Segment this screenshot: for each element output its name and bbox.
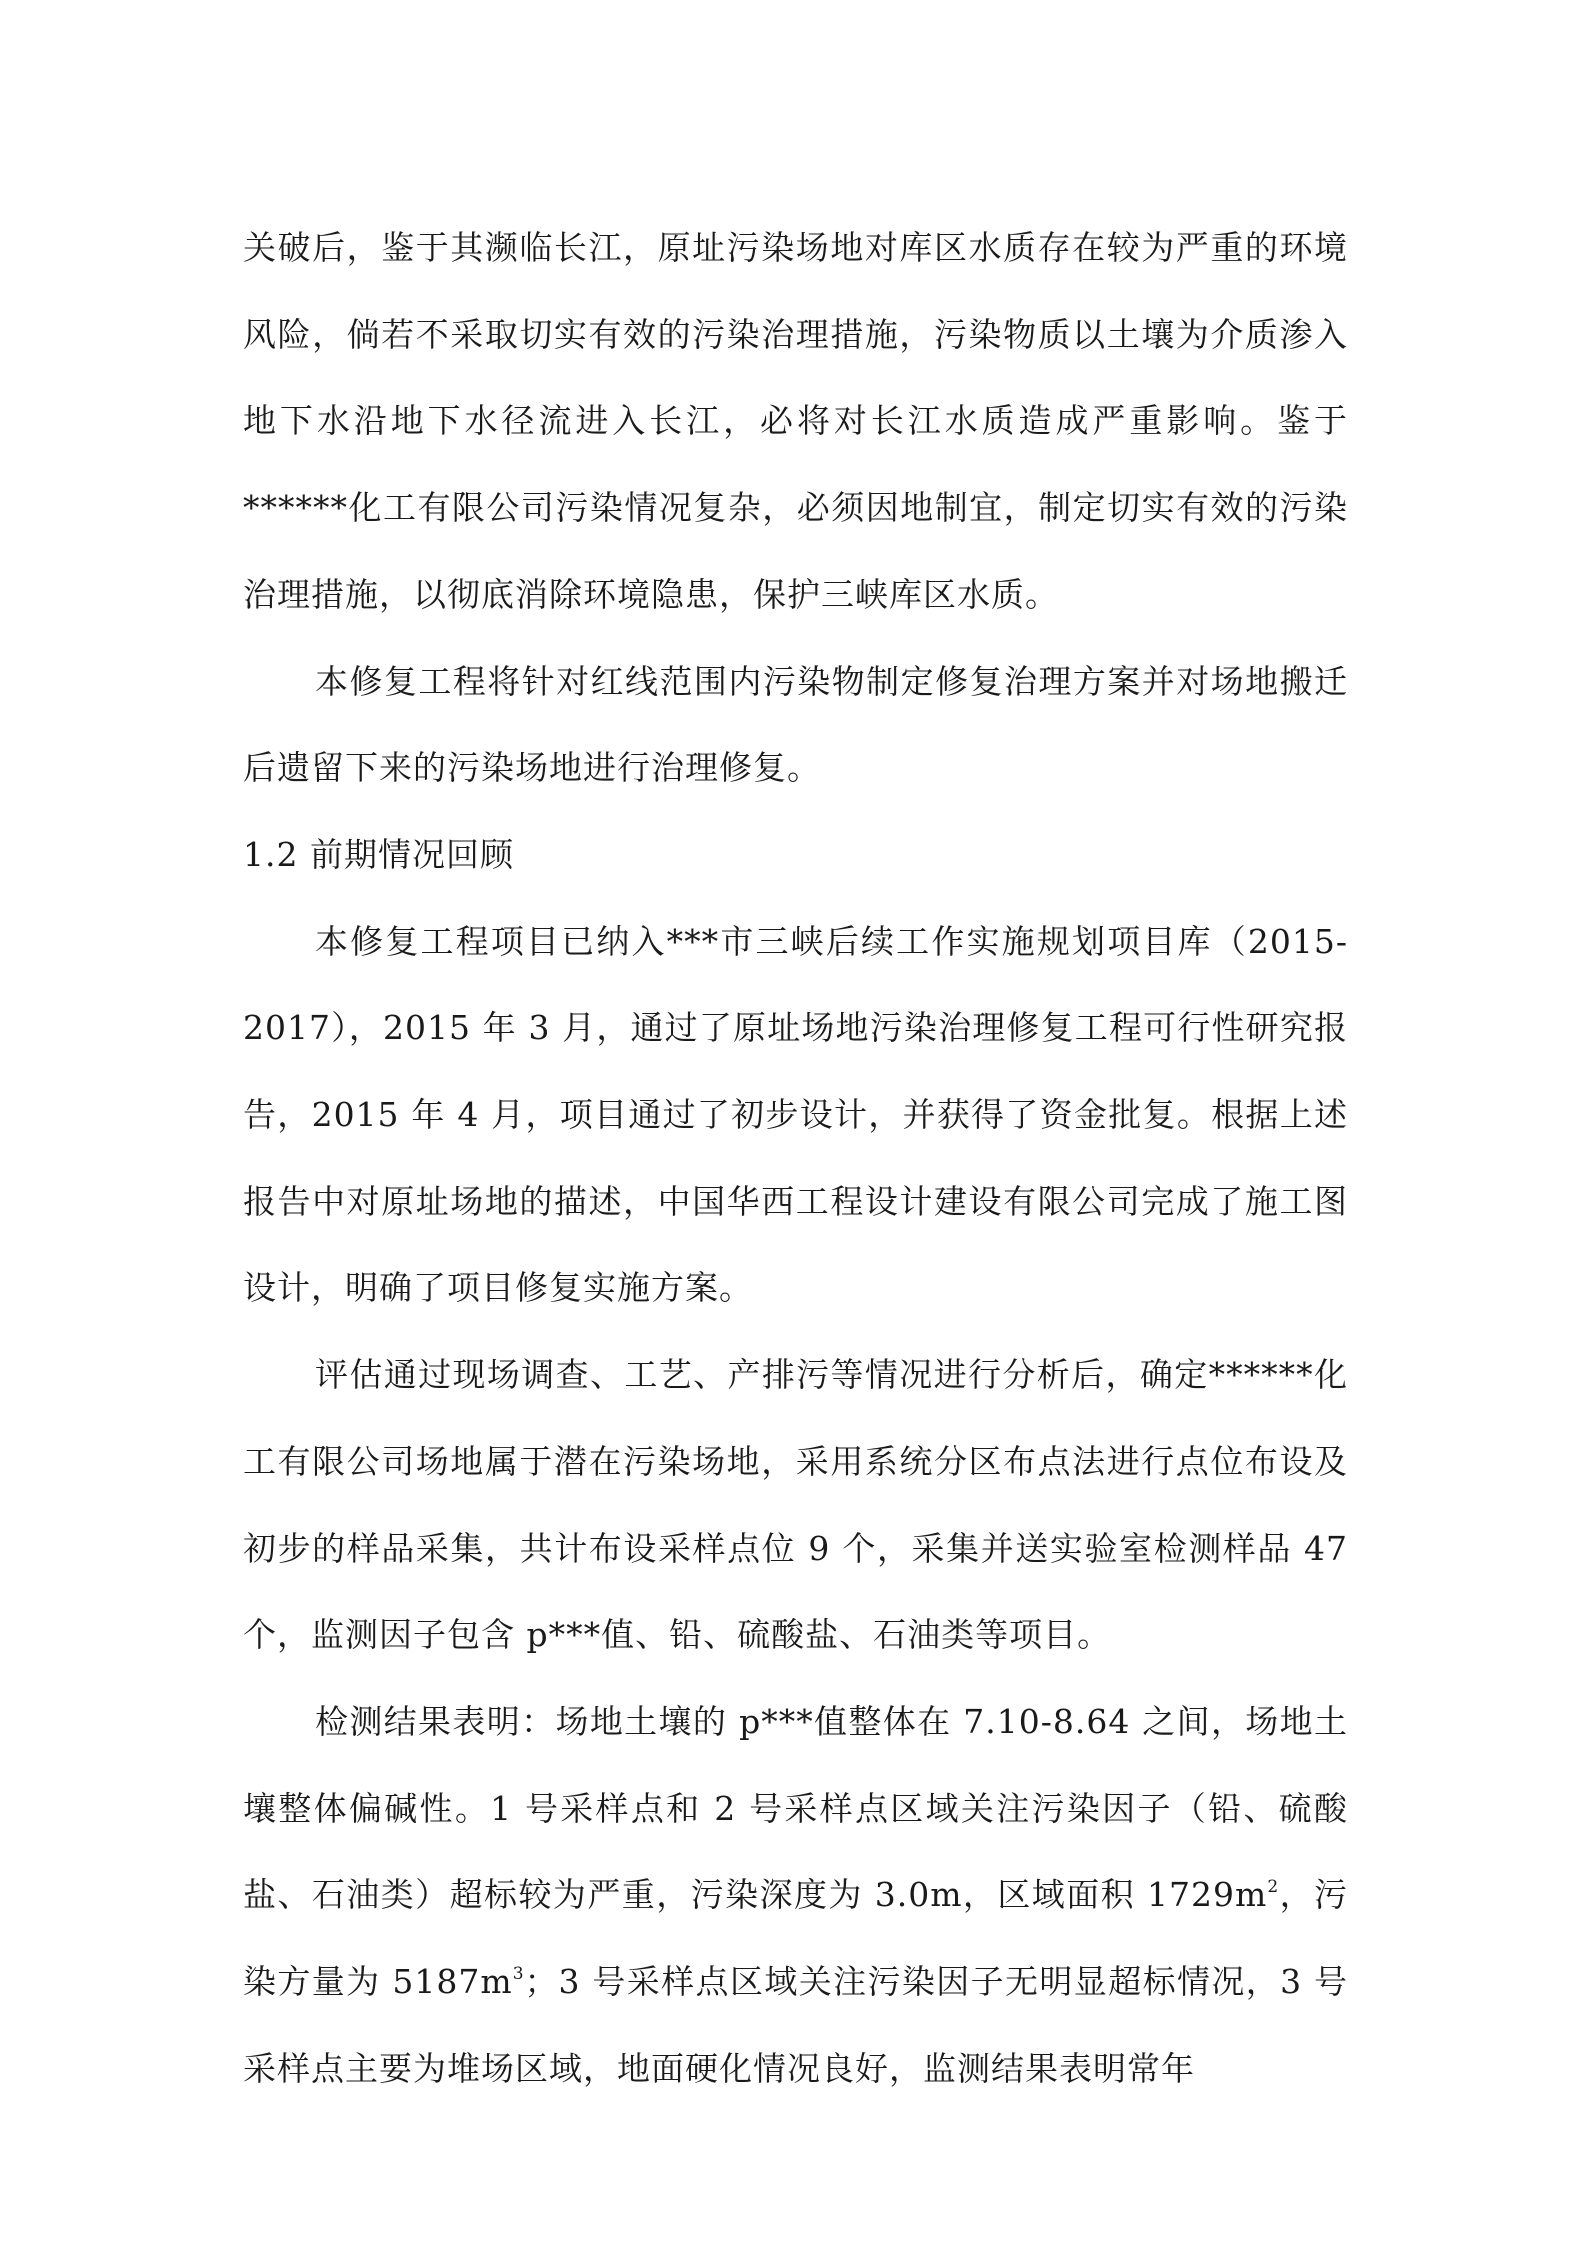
results-text-2: ，污染方量为 5187m bbox=[243, 1875, 1349, 2002]
section-heading-1-2: 1.2 前期情况回顾 bbox=[243, 834, 514, 874]
paragraph-results bbox=[243, 1679, 1348, 2113]
results-text-1: 检测结果表明：场地土壤的 p***值整体在 7.10-8.64 之间，场地土壤整体偏碱性。1 号采样点和 2 号采样点区域关注污染因子（铅、硫酸盐、石油类）超标较为严重，污染深度为 3.0m，区域面积 1729m bbox=[243, 1701, 1348, 1915]
results-text-3: ；3 号采样点区域关注污染因子无明显超标情况，3 号采样点主要为堆场区域，地面硬化情况良好，监测结果表明常年 bbox=[243, 1962, 1348, 2088]
paragraph-assessment: 评估通过现场调查、工艺、产排污等情况进行分析后，确定******化工有限公司场地属于潜在污染场地，采用系统分区布点法进行点位布设及初步的样品采集，共计布设采样点位 9 个，采集并送实验室检测样品 47 个，监测因子包含 p***值、铅、硫酸盐、石油类等项目。 bbox=[243, 1355, 1348, 1655]
superscript-cubed: 3 bbox=[512, 1964, 525, 1985]
paragraph-risk: 关破后，鉴于其濒临长江，原址污染场地对库区水质存在较为严重的环境风险，倘若不采取切实有效的污染治理措施，污染物质以土壤为介质渗入地下水沿地下水径流进入长江，必将对长江水质造成严重影响。鉴于******化工有限公司污染情况复杂，必须因地制宜，制定切实有效的污染治理措施，以彻底消除环境隐患，保护三峡库区水质。 bbox=[243, 228, 1348, 614]
document-page bbox=[243, 205, 1348, 2112]
paragraph-history: 本修复工程项目已纳入***市三峡后续工作实施规划项目库（2015-2017），2015 年 3 月，通过了原址场地污染治理修复工程可行性研究报告，2015 年 4 月，项目通过了初步设计，并获得了资金批复。根据上述报告中对原址场地的描述，中国华西工程设计建设有限公司完成了施工图设计，明确了项目修复实施方案。 bbox=[243, 921, 1348, 1308]
superscript-squared: 2 bbox=[1267, 1877, 1280, 1898]
paragraph-scope: 本修复工程将针对红线范围内污染物制定修复治理方案并对场地搬迁后遗留下来的污染场地进行治理修复。 bbox=[243, 661, 1348, 788]
